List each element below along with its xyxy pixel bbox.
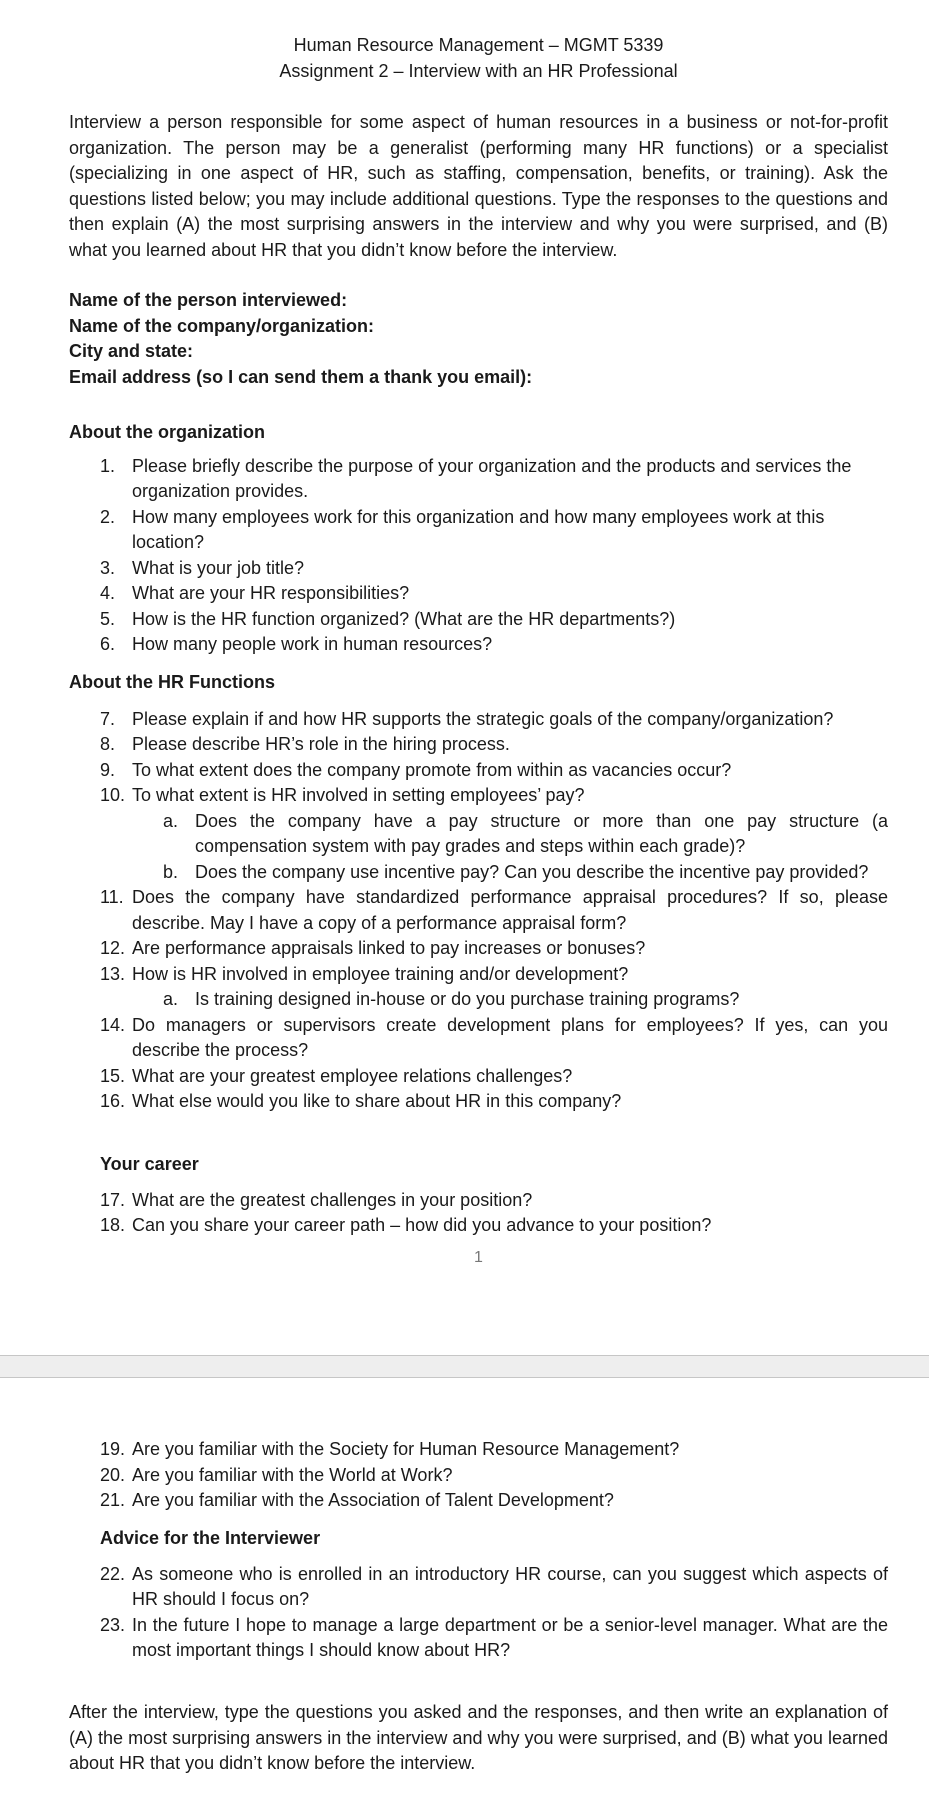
- page-number: 1: [474, 1249, 483, 1266]
- question-item: 1. Please briefly describe the purpose of your organization and the products and services the organization provides.: [100, 455, 852, 501]
- question-item: 22. As someone who is enrolled in an introductory HR course, can you suggest which aspects of HR should I focus on?: [100, 1563, 888, 1609]
- question-item: 20. Are you familiar with the World at Work?: [100, 1464, 453, 1485]
- question-list: [69, 454, 888, 658]
- section-career: [69, 1152, 888, 1239]
- sub-question-list: [69, 809, 888, 886]
- question-list: [69, 1437, 888, 1514]
- question-item: 5. How is the HR function organized? (What are the HR departments?): [100, 608, 676, 629]
- intro-paragraph: Interview a person responsible for some aspect of human resources in a business or not-for-profit organization. The person may be a generalist (performing many HR functions) or a specialist (specializing in one aspect of HR, such as staffing, compensation, benefits, or training). Ask the questions listed below; you may include additional questions. Type the responses to the questions and then explain (A) the most surprising answers in the interview and why you were surprised, and (B) what you learned about HR that you didn’t know before the interview.: [69, 112, 888, 260]
- field-company: Name of the company/organization:: [69, 315, 375, 336]
- question-list: [69, 1562, 888, 1664]
- section-heading: About the HR Functions: [69, 672, 275, 692]
- question-item: 16. What else would you like to share about HR in this company?: [100, 1091, 622, 1111]
- sub-question-item: a. Is training designed in-house or do you purchase training programs?: [163, 989, 740, 1009]
- question-list: [69, 885, 888, 987]
- document-header: [0, 33, 929, 84]
- section-hr-functions: [69, 670, 888, 1115]
- question-list: [69, 1188, 888, 1239]
- course-title: Human Resource Management – MGMT 5339: [293, 35, 664, 55]
- question-item: 15. What are your greatest employee relations challenges?: [100, 1065, 573, 1086]
- question-item: 17. What are the greatest challenges in your position?: [100, 1189, 533, 1210]
- section-professional: [69, 1437, 888, 1514]
- question-list: [69, 1013, 888, 1115]
- question-item: 13. How is HR involved in employee training and/or development?: [100, 963, 629, 984]
- page-break: [0, 1355, 929, 1378]
- section-organization: [69, 420, 888, 658]
- assignment-title: Assignment 2 – Interview with an HR Professional: [279, 60, 678, 81]
- section-heading: Advice for the Interviewer: [100, 1528, 321, 1548]
- question-item: 19. Are you familiar with the Society for Human Resource Management?: [100, 1439, 680, 1459]
- question-item: 11. Does the company have standardized performance appraisal procedures? If so, please describe. May I have a copy of a performance appraisal form?: [100, 887, 888, 933]
- question-item: 3. What is your job title?: [100, 557, 305, 578]
- question-item: 9. To what extent does the company promote from within as vacancies occur?: [100, 759, 732, 780]
- question-item: 6. How many people work in human resources?: [100, 634, 493, 654]
- interview-fields: [69, 288, 888, 390]
- question-item: 7. Please explain if and how HR supports the strategic goals of the company/organization?: [100, 708, 834, 729]
- question-item: 23. In the future I hope to manage a large department or be a senior-level manager. What are the most important things I should know about HR?: [100, 1614, 888, 1660]
- sub-question-list: [69, 987, 888, 1013]
- question-item: 4. What are your HR responsibilities?: [100, 583, 410, 603]
- sub-question-item: a. Does the company have a pay structure or more than one pay structure (a compensation system with pay grades and steps within each grade)?: [163, 810, 888, 856]
- question-item: 12. Are performance appraisals linked to pay increases or bonuses?: [100, 938, 646, 958]
- question-list: [69, 707, 888, 809]
- section-heading: About the organization: [69, 422, 265, 442]
- question-item: 2. How many employees work for this organization and how many employees work at this location?: [100, 506, 825, 552]
- section-advice: [69, 1526, 888, 1664]
- question-item: 18. Can you share your career path – how did you advance to your position?: [100, 1215, 712, 1235]
- question-item: 10. To what extent is HR involved in setting employees’ pay?: [100, 785, 585, 805]
- field-city-state: City and state:: [69, 341, 194, 361]
- question-item: 14. Do managers or supervisors create development plans for employees? If yes, can you describe the process?: [100, 1014, 888, 1060]
- section-heading: Your career: [100, 1154, 199, 1174]
- question-item: 21. Are you familiar with the Association of Talent Development?: [100, 1490, 614, 1510]
- closing-paragraph: After the interview, type the questions you asked and the responses, and then write an explanation of (A) the most surprising answers in the interview and why you were surprised, and (B) what you learned about HR that you didn’t know before the interview.: [69, 1702, 888, 1773]
- question-item: 8. Please describe HR’s role in the hiring process.: [100, 734, 510, 754]
- document-page-2: [0, 1378, 929, 1798]
- sub-question-item: b. Does the company use incentive pay? Can you describe the incentive pay provided?: [163, 861, 869, 882]
- field-person-name: Name of the person interviewed:: [69, 290, 348, 310]
- field-email: Email address (so I can send them a thank you email):: [69, 366, 533, 387]
